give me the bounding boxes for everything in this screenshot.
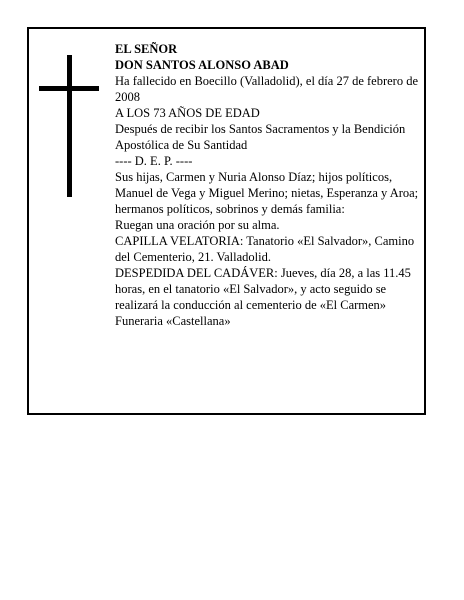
latin-cross-icon [39,55,99,197]
prayer-line: Ruegan una oración por su alma. [115,218,280,232]
notice-title: EL SEÑOR [115,42,178,56]
notice-text-block [115,41,425,329]
chapel-line: CAPILLA VELATORIA: Tanatorio «El Salvador», Camino del Cementerio, 21. Valladolid. [115,234,415,264]
farewell-line: DESPEDIDA DEL CADÁVER: Jueves, día 28, a las 11.45 horas, en el tanatorio «El Salvador», y acto seguido se realizará la conducción al cementerio de «El Carmen» [115,266,411,312]
obituary-notice [27,27,426,415]
sacraments-line: Después de recibir los Santos Sacramentos y la Bendición Apostólica de Su Santidad [115,122,406,152]
deceased-name: DON SANTOS ALONSO ABAD [115,58,289,72]
cross-horizontal-bar [39,86,99,91]
cross-vertical-bar [67,55,72,197]
funeral-home-line: Funeraria «Castellana» [115,314,231,328]
age-line: A LOS 73 AÑOS DE EDAD [115,106,260,120]
rip-line: ---- D. E. P. ---- [115,154,193,168]
death-info: Ha fallecido en Boecillo (Valladolid), el día 27 de febrero de 2008 [115,74,419,104]
family-line: Sus hijas, Carmen y Nuria Alonso Díaz; hijos políticos, Manuel de Vega y Miguel Merino; nietas, Esperanza y Aroa; hermanos políticos, sobrinos y demás familia: [115,170,419,216]
